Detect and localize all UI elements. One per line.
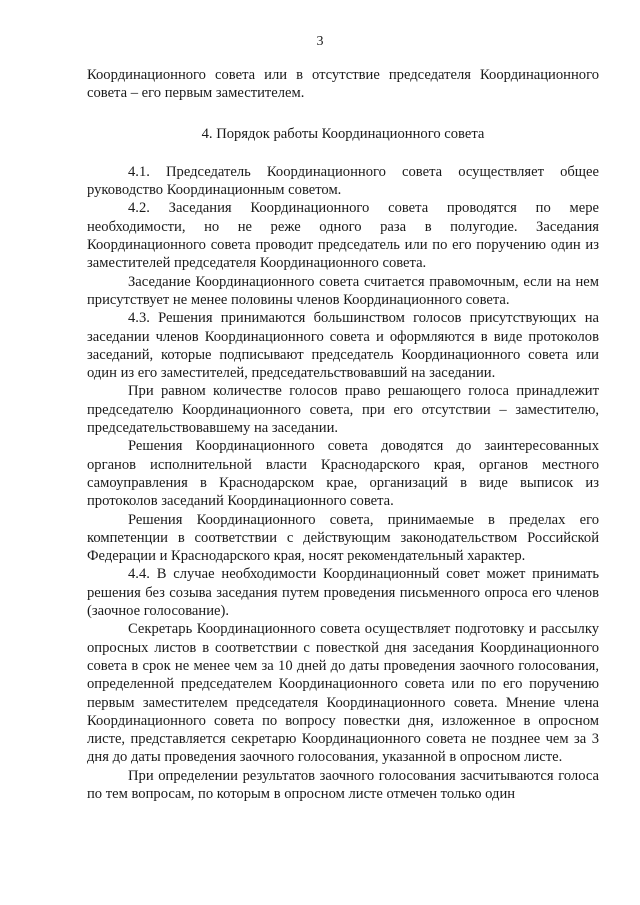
paragraph-voting-results: При определении результатов заочного голосования засчитываются голоса по тем вопросам, по которым в опросном листе отмечен только один [87,767,599,802]
paragraph-secretary: Секретарь Координационного совета осуществляет подготовку и рассылку опросных листов в соответствии с повесткой дня заседания Координационного совета в срок не менее чем за 10 дней до даты проведения заочного голосования, определенной председателем Координационного совета или по его поручению первым заместителем председателя Координационного совета. Мнение члена Координационного совета по вопросу повестки дня, изложенное в опросном листе, представляется секретарю Координационного совета не позднее чем за 3 дня до даты проведения заочного голосования, указанной в опросном листе. [87,621,599,766]
paragraph-casting-vote: При равном количестве голосов право решающего голоса принадлежит председателю Координационного совета, при его отсутствии – заместителю, председательствовавшему на заседании. [87,383,599,437]
paragraph-4-3: 4.3. Решения принимаются большинством голосов присутствующих на заседании членов Координационного совета и оформляются в виде протоколов заседаний, которые подписывают председатель Координационного совета или один из его заместителей, председательствовавший на заседании. [87,310,599,382]
document-body [87,66,599,803]
paragraph-4-2: 4.2. Заседания Координационного совета проводятся по мере необходимости, но не реже одного раза в полугодие. Заседания Координационного совета проводит председатель или по его поручению один из заместителей председателя Координационного совета. [87,200,599,272]
paragraph-4-4: 4.4. В случае необходимости Координационный совет может принимать решения без созыва заседания путем проведения письменного опроса его членов (заочное голосование). [87,566,599,620]
page-number: 3 [316,34,324,49]
paragraph-decisions-advisory: Решения Координационного совета, принимаемые в пределах его компетенции в соответствии с действующим законодательством Российской Федерации и Краснодарского края, носят рекомендательный характер. [87,511,599,565]
paragraph-4-1: 4.1. Председатель Координационного совета осуществляет общее руководство Координационным советом. [87,163,599,199]
section-heading: 4. Порядок работы Координационного совета [201,125,485,142]
paragraph-continuation: Координационного совета или в отсутствие председателя Координационного совета – его первым заместителем. [87,67,599,102]
paragraph-decisions-communicated: Решения Координационного совета доводятся до заинтересованных органов исполнительной власти Краснодарского края, органов местного самоуправления в Краснодарском крае, организаций в виде выписок из протоколов заседаний Координационного совета. [87,438,599,510]
paragraph-quorum: Заседание Координационного совета считается правомочным, если на нем присутствует не менее половины членов Координационного совета. [87,273,599,308]
